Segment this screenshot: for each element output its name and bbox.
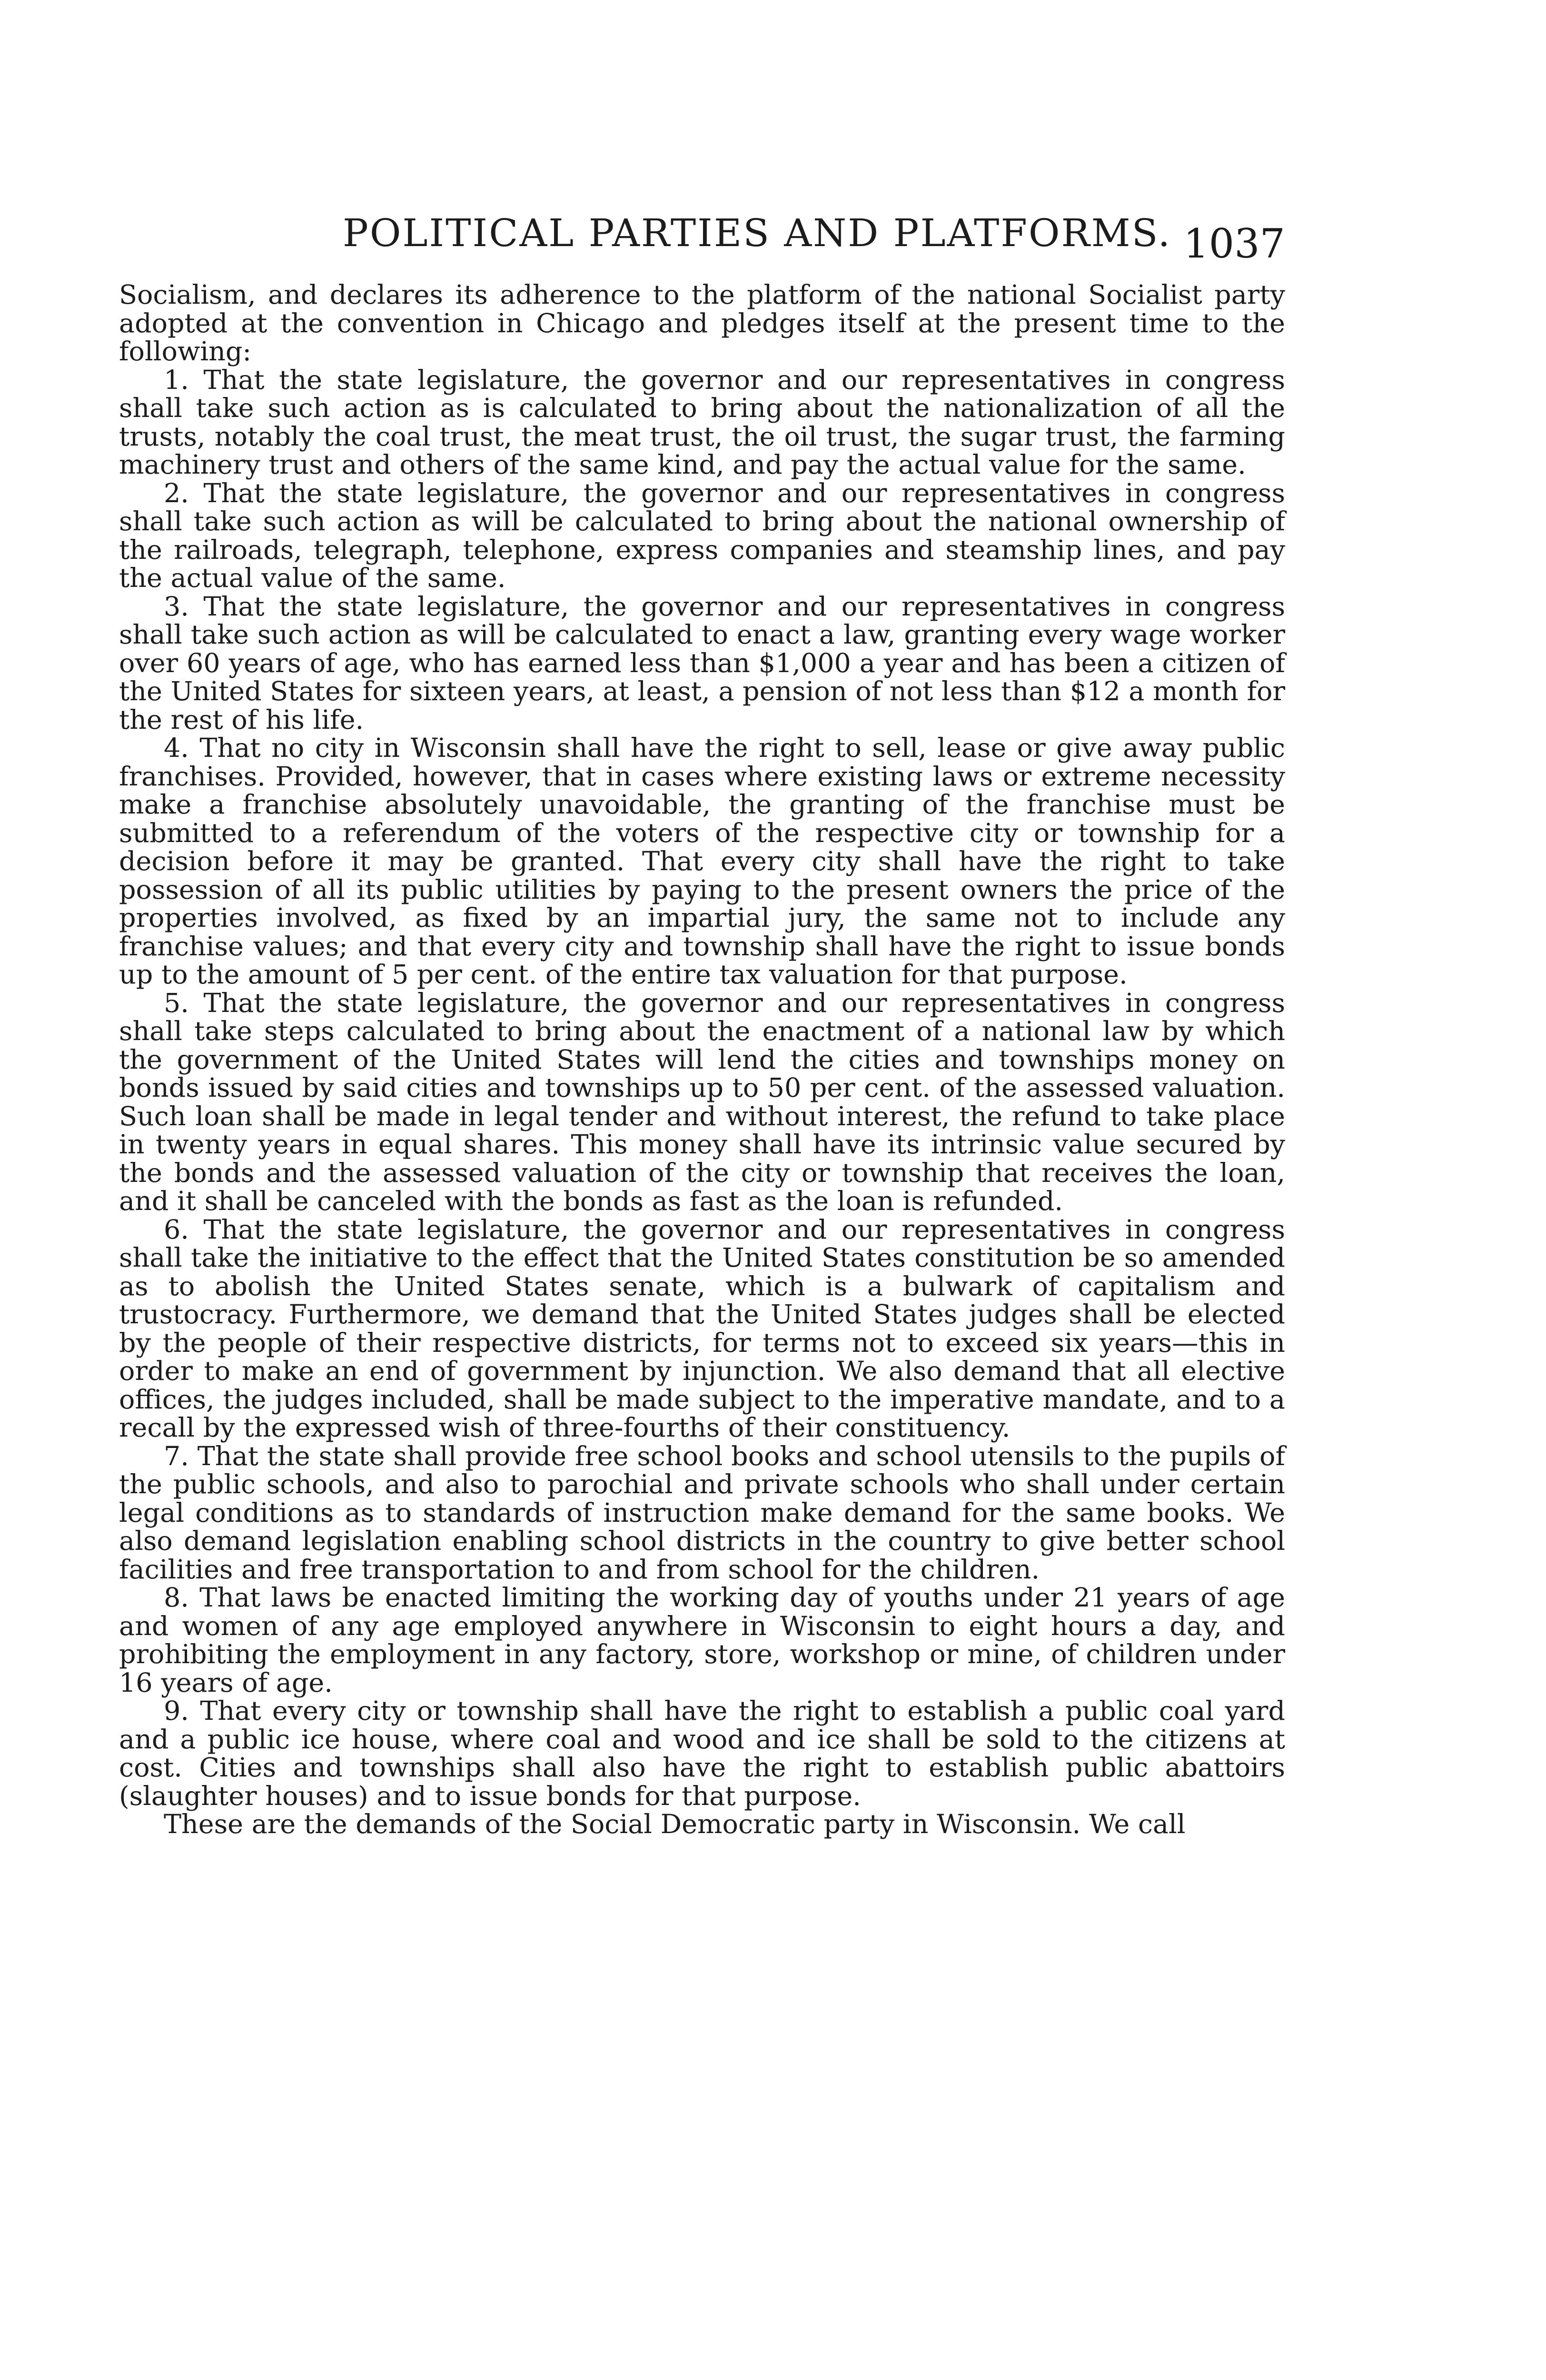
paragraph-continuation: Socialism, and declares its adherence to the platform of the national Socialist party adopted at the convention in Chicago and pledges itself at the present time to the following: — [119, 279, 1285, 367]
demand-1: 1. That the state legislature, the governor and our representatives in congress shall take such action as is calculated to bring about the nationalization of all the trusts, notably the coal trust, the meat trust, the oil trust, the sugar trust, the farming machinery trust and others of the same kind, and pay the actual value for the same. — [119, 364, 1285, 480]
demand-5: 5. That the state legislature, the governor and our representatives in congress shall take steps calculated to bring about the enactment of a national law by which the government of the United States will lend the cities and townships money on bonds issued by said cities and townships up to 50 per cent. of the assessed valuation. Such loan shall be made in legal tender and without interest, the refund to take place in twenty years in equal shares. This money shall have its intrinsic value secured by the bonds and the assessed valuation of the city or township that receives the loan, and it shall be canceled with the bonds as fast as the loan is refunded. — [119, 987, 1285, 1217]
running-title: POLITICAL PARTIES AND PLATFORMS. — [343, 211, 1171, 255]
page-header — [119, 209, 1285, 271]
demand-9: 9. That every city or township shall have the right to establish a public coal yard and a public ice house, where coal and wood and ice shall be sold to the citizens at cost. Cities and townships shall also have the right to establish public abattoirs (slaughter houses) and to issue bonds for that purpose. — [119, 1696, 1285, 1812]
demand-4: 4. That no city in Wisconsin shall have the right to sell, lease or give away public franchises. Provided, however, that in cases where existing laws or extreme necessity make a franchise absolutely unavoidable, the granting of the franchise must be submitted to a referendum of the voters of the respective city or township for a decision before it may be granted. That every city shall have the right to take possession of all its public utilities by paying to the present owners the price of the properties involved, as fixed by an impartial jury, the same not to include any franchise values; and that every city and township shall have the right to issue bonds up to the amount of 5 per cent. of the entire tax valuation for that purpose. — [119, 733, 1285, 990]
demand-2: 2. That the state legislature, the governor and our representatives in congress shall take such action as will be calculated to bring about the national ownership of the railroads, telegraph, telephone, express companies and steamship lines, and pay the actual value of the same. — [119, 477, 1285, 594]
demand-8: 8. That laws be enacted limiting the working day of youths under 21 years of age and women of any age employed anywhere in Wisconsin to eight hours a day, and prohibiting the employment in any factory, store, workshop or mine, of children under 16 years of age. — [119, 1582, 1285, 1698]
page-number: 1037 — [1183, 220, 1285, 267]
demand-3: 3. That the state legislature, the governor and our representatives in congress shall take such action as will be calculated to enact a law, granting every wage worker over 60 years of age, who has earned less than $1,000 a year and has been a citizen of the United States for sixteen years, at least, a pension of not less than $12 a month for the rest of his life. — [119, 591, 1285, 735]
demand-6: 6. That the state legislature, the governor and our representatives in congress shall take the initiative to the effect that the United States constitution be so amended as to abolish the United States senate, which is a bulwark of capitalism and trustocracy. Furthermore, we demand that the United States judges shall be elected by the people of their respective districts, for terms not to exceed six years—this in order to make an end of government by injunction. We also demand that all elective offices, the judges included, shall be made subject to the imperative mandate, and to a recall by the expressed wish of three-fourths of their constituency. — [119, 1214, 1285, 1443]
body-text — [119, 281, 1285, 1839]
demand-7: 7. That the state shall provide free school books and school utensils to the pupils of the public schools, and also to parochial and private schools who shall under certain legal conditions as to standards of instruction make demand for the same books. We also demand legislation enabling school districts in the country to give better school facilities and free transportation to and from school for the children. — [119, 1440, 1285, 1585]
closing-paragraph: These are the demands of the Social Democratic party in Wisconsin. We call — [164, 1809, 1186, 1840]
